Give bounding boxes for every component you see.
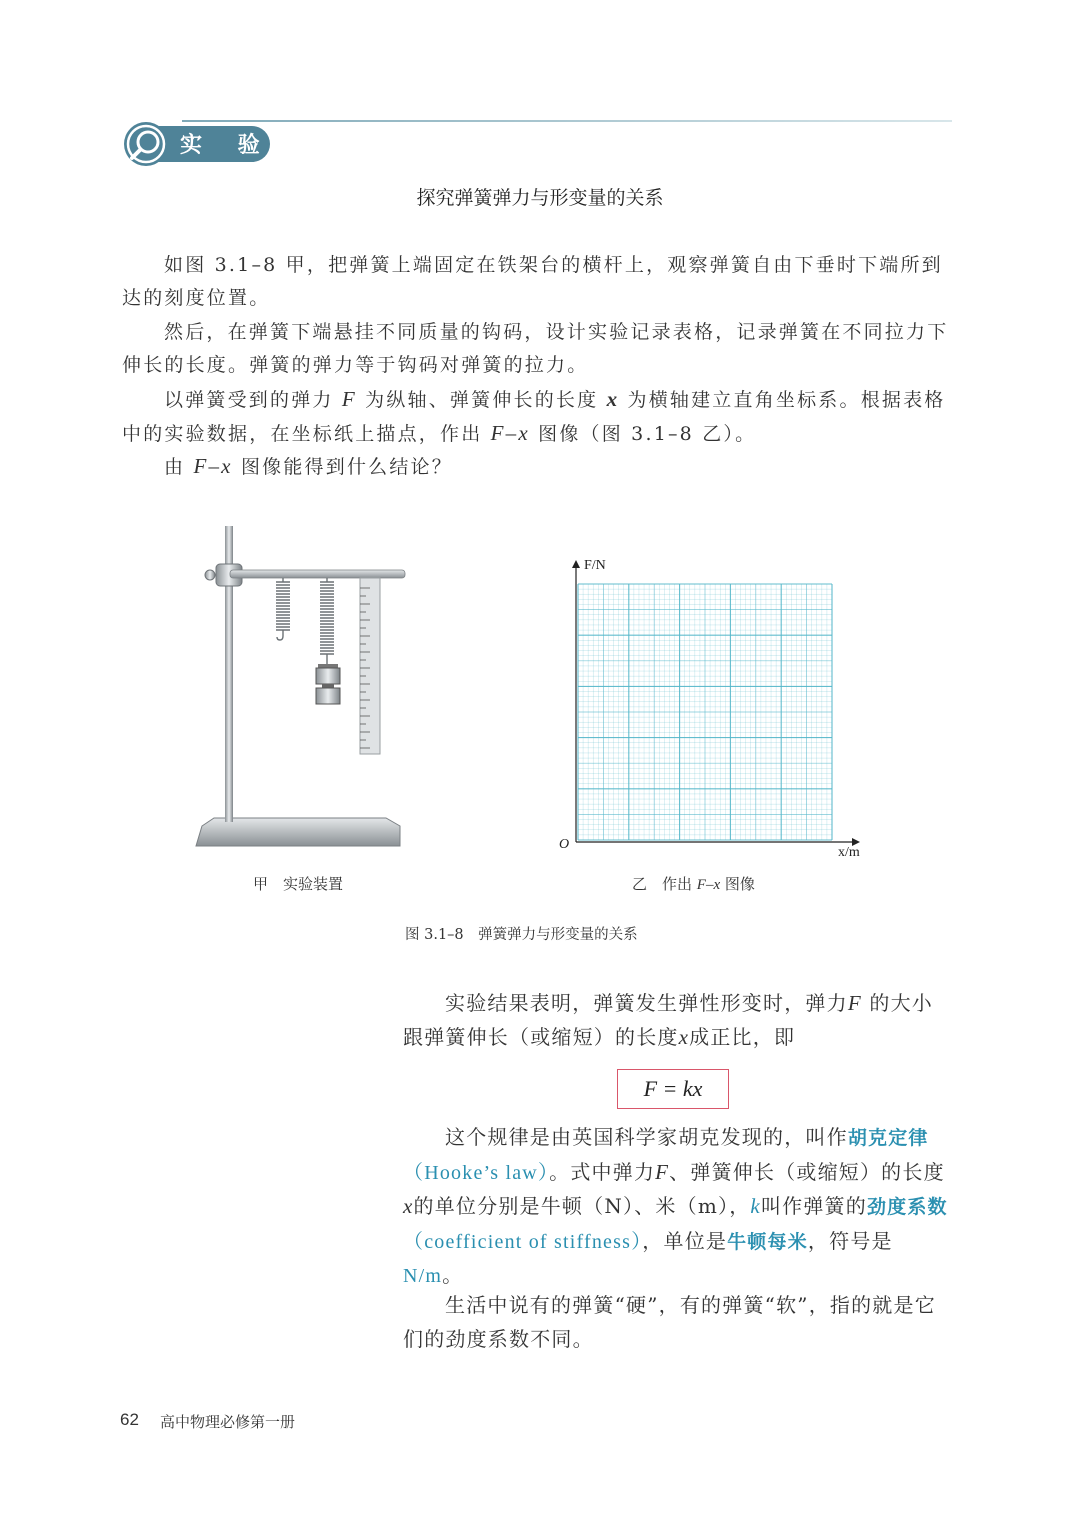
term-newton-per-meter: 牛顿每米 <box>727 1230 808 1253</box>
section-banner <box>122 120 952 168</box>
x-axis-label: x/m <box>838 845 860 860</box>
hookes-law-formula: F = kx <box>643 1076 703 1101</box>
intro-paragraph-2: 然后，在弹簧下端悬挂不同质量的钩码，设计实验记录表格，记录弹簧在不同拉力下伸长的长度。弹簧的弹力等于钩码对弹簧的拉力。 <box>122 321 949 376</box>
fx-graph-paper <box>552 552 874 862</box>
term-stiffness: 劲度系数 <box>866 1196 948 1218</box>
intro-paragraph-1: 如图 3.1–8 甲，把弹簧上端固定在铁架台的横杆上，观察弹簧自由下垂时下端所到达的刻度位置。 <box>122 254 943 309</box>
intro-question: 由 F–x 图像能得到什么结论？ <box>164 454 453 478</box>
figure-caption: 图 3.1–8 弹簧弹力与形变量的关系 <box>405 927 638 943</box>
banner-rule <box>182 120 952 122</box>
figure-left-caption: 甲 实验装置 <box>253 875 344 893</box>
formula-box <box>617 1069 729 1109</box>
term-hookes-law: 胡克定律 <box>847 1127 929 1149</box>
magnifier-icon <box>122 120 174 168</box>
result-paragraph: 实验结果表明，弹簧发生弹性形变时，弹力F 的大小跟弹簧伸长（或缩短）的长度x成正比，即 <box>403 991 934 1049</box>
section-label: 实 验 <box>180 133 274 158</box>
experiment-title: 探究弹簧弹力与形变量的关系 <box>416 187 664 209</box>
figure-right-caption: 乙 作出 F–x 图像 <box>632 875 755 893</box>
y-axis-label: F/N <box>584 558 606 573</box>
book-title: 高中物理必修第一册 <box>160 1413 296 1431</box>
spring-apparatus-illustration <box>190 520 410 850</box>
page-number: 62 <box>120 1410 139 1429</box>
stiffness-note-paragraph: 生活中说有的弹簧“硬”，有的弹簧“软”，指的就是它们的劲度系数不同。 <box>403 1293 936 1351</box>
origin-label: O <box>559 837 570 852</box>
y-axis-arrow-icon <box>572 560 580 568</box>
graph-grid <box>578 584 832 840</box>
intro-paragraph-3: 以弹簧受到的弹力 F 为纵轴、弹簧伸长的长度 x 为横轴建立直角坐标系。根据表格中的实验数据，在坐标纸上描点，作出 F–x 图像（图 3.1–8 乙）。 <box>122 387 946 445</box>
hookes-law-paragraph: 这个规律是由英国科学家胡克发现的，叫作胡克定律（Hooke’s law）。式中弹力F、弹簧伸长（或缩短）的长度x的单位分别是牛顿（N）、米（m），k叫作弹簧的劲度系数（coefficient of stiffness），单位是牛顿每米，符号是N/m。 <box>403 1125 948 1287</box>
